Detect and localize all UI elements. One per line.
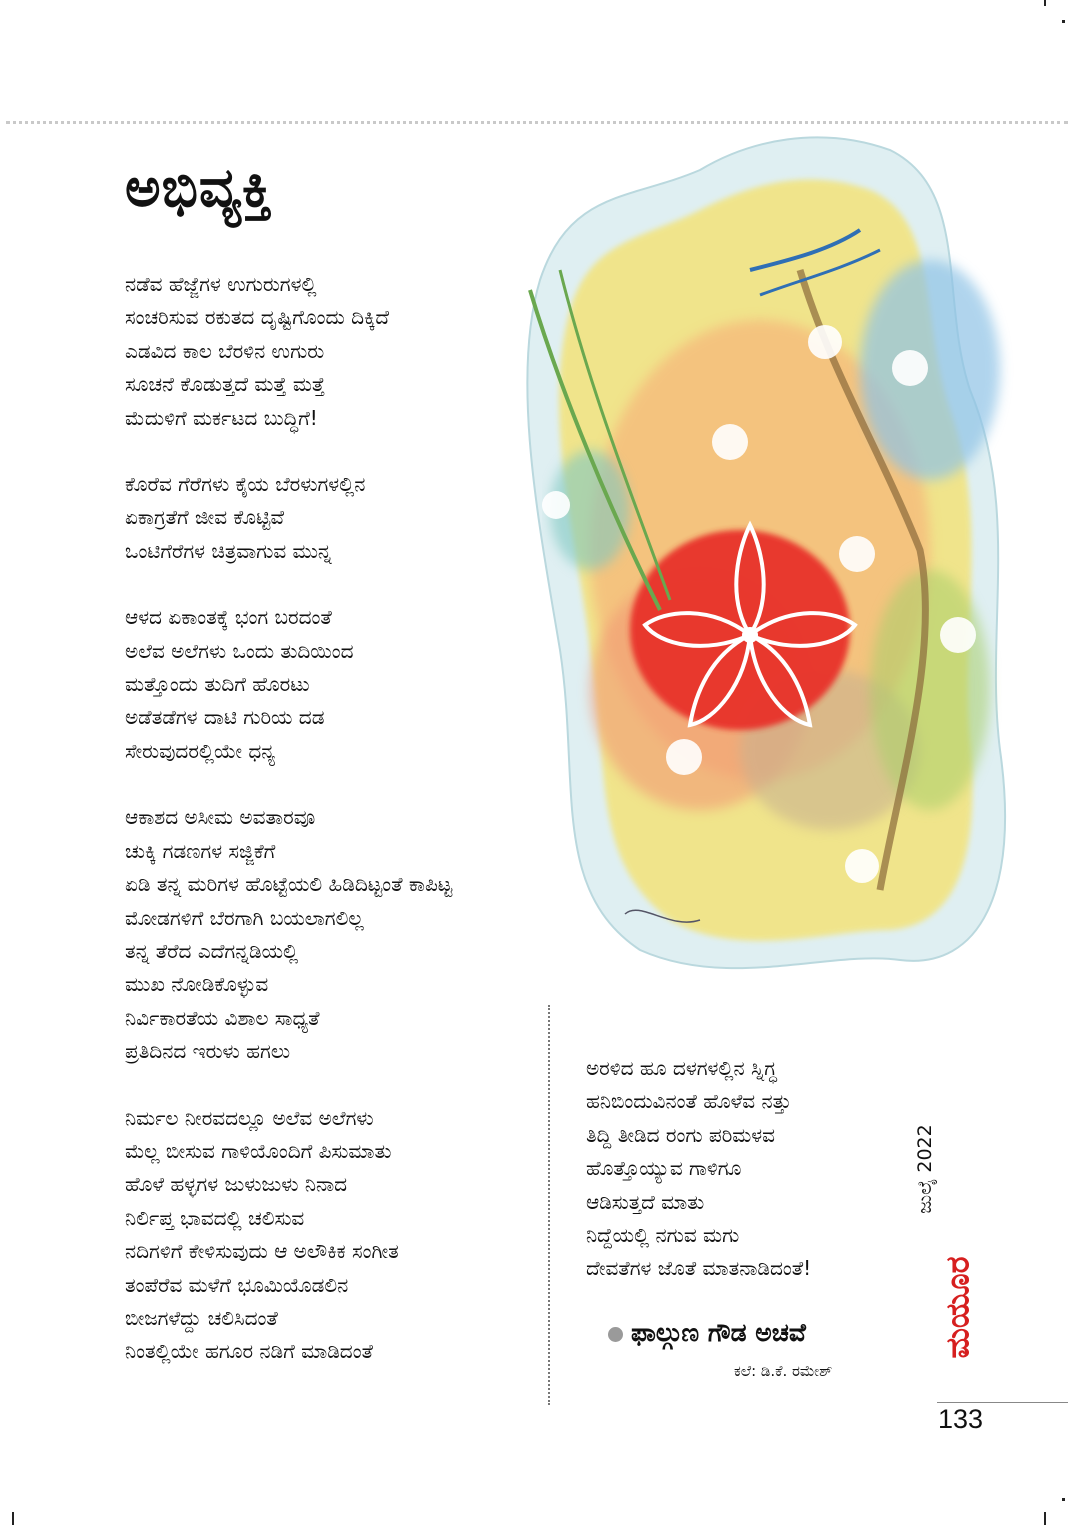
crop-mark-top-right bbox=[1044, 0, 1046, 6]
poem-line: ನದಿಗಳಿಗೆ ಕೇಳಿಸುವುದು ಆ ಅಲೌಕಿಕ ಸಂಗೀತ bbox=[125, 1239, 399, 1264]
poem-line: ಮೆದುಳಿಗೆ ಮರ್ಕಟದ ಬುದ್ಧಿಗೆ! bbox=[125, 405, 318, 430]
poem-line: ಅಲೆವ ಅಲೆಗಳು ಒಂದು ತುದಿಯಿಂದ bbox=[125, 638, 354, 663]
poem-line: ಮೋಡಗಳಿಗೆ ಬೆರಗಾಗಿ ಬಯಲಾಗಲಿಲ್ಲ bbox=[125, 905, 364, 930]
crop-mark-bottom-right bbox=[1044, 1512, 1046, 1525]
crop-mark-bottom-right-tick bbox=[1062, 1498, 1065, 1501]
author-byline bbox=[608, 1318, 806, 1348]
crop-mark-bottom-left bbox=[12, 1512, 14, 1525]
poem-line: ತಿದ್ದಿ ತೀಡಿದ ರಂಗು ಪರಿಮಳವ bbox=[586, 1122, 776, 1147]
page-number-rule bbox=[937, 1402, 1068, 1403]
poem-line: ಅಡೆತಡೆಗಳ ದಾಟಿ ಗುರಿಯ ದಡ bbox=[125, 705, 325, 730]
poem-line: ಪ್ರತಿದಿನದ ಇರುಳು ಹಗಲು bbox=[125, 1039, 291, 1064]
poem-line: ಏಡಿ ತನ್ನ ಮರಿಗಳ ಹೊಟ್ಟೆಯಲಿ ಹಿಡಿದಿಟ್ಟಂತೆ ಕಾಪಿಟ್ಟ bbox=[125, 872, 453, 897]
poem-line: ನಿದ್ದೆಯಲ್ಲಿ ನಗುವ ಮಗು bbox=[586, 1223, 740, 1248]
poem-line: ಆಡಿಸುತ್ತದೆ ಮಾತು bbox=[586, 1189, 705, 1214]
poem-line: ಸೂಚನೆ ಕೊಡುತ್ತದೆ ಮತ್ತೆ ಮತ್ತೆ bbox=[125, 372, 325, 397]
poem-line: ನಿರ್ವಿಕಾರತೆಯ ವಿಶಾಲ ಸಾಧ್ಯತೆ bbox=[125, 1005, 320, 1030]
stanza-4 bbox=[125, 801, 595, 1068]
poem-line: ಹನಿಬಿಂದುವಿನಂತೆ ಹೊಳೆವ ನತ್ತು bbox=[586, 1089, 792, 1114]
poem-line: ಏಕಾಗ್ರತೆಗೆ ಜೀವ ಕೊಟ್ಟಿವೆ bbox=[125, 505, 285, 530]
issue-date: ಜುಲೈ 2022 bbox=[914, 1124, 936, 1214]
header-dotted-rule bbox=[6, 121, 1068, 124]
poem-line: ಬೀಜಗಳೆದ್ದು ಚಲಿಸಿದಂತೆ bbox=[125, 1305, 278, 1330]
poem-line: ಆಕಾಶದ ಅಸೀಮ ಅವತಾರವೂ bbox=[125, 805, 316, 830]
poem-line: ಆಳದ ಏಕಾಂತಕ್ಕೆ ಭಂಗ ಬರದಂತೆ bbox=[125, 605, 332, 630]
art-credit: ಕಲೆ: ಡಿ.ಕೆ. ರಮೇಶ್ bbox=[734, 1362, 833, 1380]
poem-line: ಅರಳಿದ ಹೂ ದಳಗಳಲ್ಲಿನ ಸ್ನಿಗ್ಧ bbox=[586, 1056, 777, 1080]
stanza-2 bbox=[125, 468, 595, 568]
poem-line: ಮೆಲ್ಲ ಬೀಸುವ ಗಾಳಿಯೊಂದಿಗೆ ಪಿಸುಮಾತು bbox=[125, 1138, 392, 1163]
poem-left-column bbox=[125, 268, 595, 1402]
poem-line: ನಿರ್ಮಲ ನೀರವದಲ್ಲೂ ಅಲೆವ ಅಲೆಗಳು bbox=[125, 1105, 374, 1130]
poem-line: ಸೇರುವುದರಲ್ಲಿಯೇ ಧನ್ಯ bbox=[125, 738, 276, 763]
poem-line: ಚುಕ್ಕಿ ಗಡಣಗಳ ಸಜ್ಜಿಕೆಗೆ bbox=[125, 838, 276, 863]
poem-line: ನಿಂತಲ್ಲಿಯೇ ಹಗೂರ ನಡಿಗೆ ಮಾಡಿದಂತೆ bbox=[125, 1339, 373, 1364]
poem-line: ತಂಪೆರೆವ ಮಳೆಗೆ ಭೂಮಿಯೊಡಲಿನ bbox=[125, 1272, 349, 1297]
stanza-5 bbox=[125, 1102, 595, 1369]
stanza-6 bbox=[586, 1052, 906, 1286]
crop-mark-top-right-tick bbox=[1062, 20, 1065, 23]
bullet-icon bbox=[608, 1327, 623, 1342]
column-divider bbox=[548, 1005, 550, 1405]
poem-line: ತನ್ನ ತೆರೆದ ಎದೆಗನ್ನಡಿಯಲ್ಲಿ bbox=[125, 938, 299, 963]
poem-line: ಮುಖ ನೋಡಿಕೊಳ್ಳುವ bbox=[125, 972, 269, 997]
poem-line: ಹೊತ್ತೊಯ್ಯುವ ಗಾಳಿಗೂ bbox=[586, 1156, 742, 1181]
poem-line: ಹೊಳೆ ಹಳ್ಳಗಳ ಜುಳುಜುಳು ನಿನಾದ bbox=[125, 1172, 348, 1197]
poem-right-column bbox=[586, 1052, 906, 1319]
poem-line: ಒಂಟಿಗೆರೆಗಳ ಚಿತ್ರವಾಗುವ ಮುನ್ನ bbox=[125, 538, 332, 563]
poem-line: ನಡೆವ ಹೆಜ್ಜೆಗಳ ಉಗುರುಗಳಲ್ಲಿ bbox=[125, 272, 317, 296]
author-name: ಫಾಲ್ಗುಣ ಗೌಡ ಅಚವೆ bbox=[631, 1318, 806, 1347]
poem-line: ಮತ್ತೊಂದು ತುದಿಗೆ ಹೊರಟು bbox=[125, 672, 310, 697]
poem-line: ಸಂಚರಿಸುವ ರಕುತದ ದೃಷ್ಟಿಗೊಂದು ದಿಕ್ಕಿದೆ bbox=[125, 305, 390, 330]
poem-title: ಅಭಿವ್ಯಕ್ತಿ bbox=[125, 156, 273, 219]
poem-line: ಎಡವಿದ ಕಾಲ ಬೆರಳಿನ ಉಗುರು bbox=[125, 338, 325, 363]
stanza-3 bbox=[125, 601, 595, 768]
page-number: 133 bbox=[938, 1404, 984, 1434]
poem-line: ಕೊರೆವ ಗೆರೆಗಳು ಕೈಯ ಬೆರಳುಗಳಲ್ಲಿನ bbox=[125, 472, 366, 497]
magazine-brand: ಮಯೂರ bbox=[938, 1256, 977, 1359]
poem-line: ದೇವತೆಗಳ ಜೊತೆ ಮಾತನಾಡಿದಂತೆ! bbox=[586, 1256, 812, 1281]
stanza-1 bbox=[125, 268, 595, 435]
poem-line: ನಿರ್ಲಿಪ್ತ ಭಾವದಲ್ಲಿ ಚಲಿಸುವ bbox=[125, 1205, 305, 1230]
